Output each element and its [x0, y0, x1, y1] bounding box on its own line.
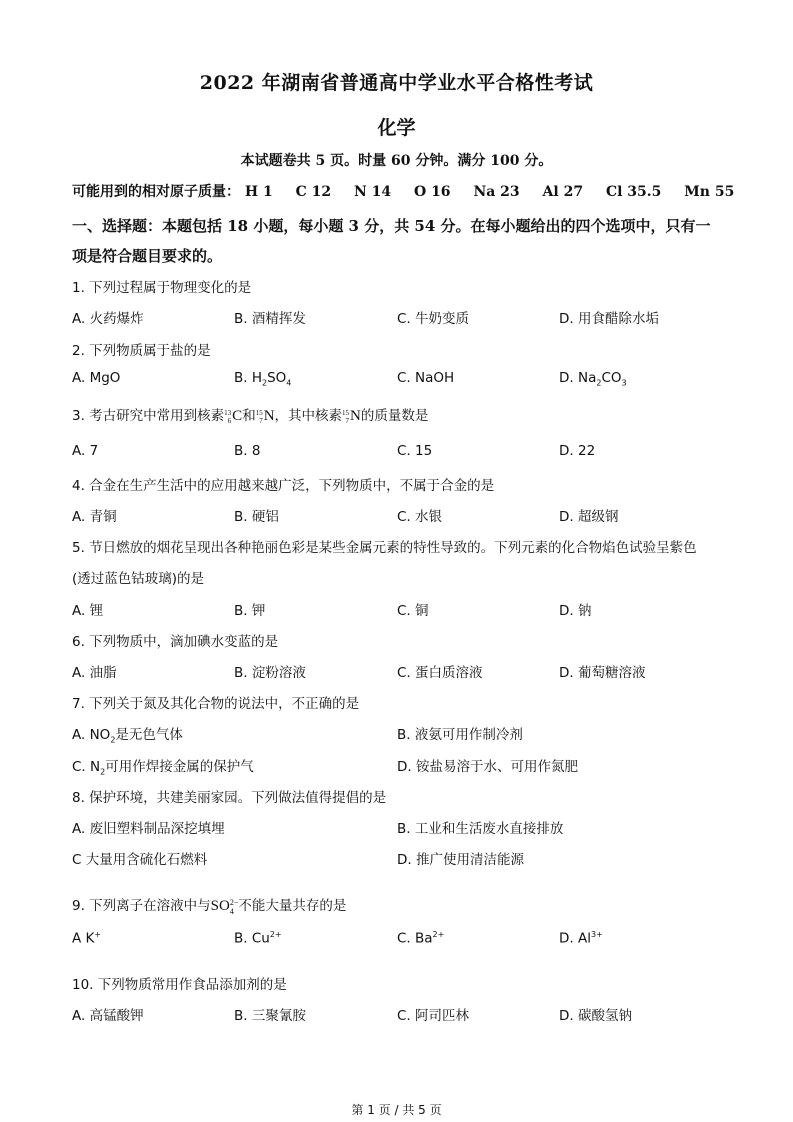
option-a: A. 油脂	[72, 665, 117, 681]
nuclide-c13: 13 6 C	[224, 408, 243, 425]
option-d: D. 超级钢	[559, 509, 619, 525]
mass-item: O 16	[414, 184, 451, 200]
question-stem: 9. 下列离子在溶液中与SO 2− 4 不能大量共存的是	[72, 897, 347, 916]
mass-item: C 12	[295, 184, 332, 200]
mass-item: Cl 35.5	[605, 184, 662, 200]
question-stem: 3. 考古研究中常用到核素 13 6 C和 15 7 N，其中核素 15 7 N的质量数是	[72, 408, 429, 425]
option-d: D. 碳酸氢钠	[559, 1008, 632, 1024]
option-b: B. 液氨可用作制冷剂	[397, 727, 523, 743]
mass-item: Mn 55	[684, 184, 735, 200]
atomic-masses	[72, 181, 752, 201]
option-c: C 大量用含硫化石燃料	[72, 852, 208, 868]
option-a: A K+	[72, 930, 102, 947]
atomic-masses-label: 可能用到的相对原子质量：	[72, 184, 240, 200]
exam-note: 本试题卷共 5 页。时量 60 分钟。满分 100 分。	[240, 153, 553, 169]
page-footer: 第 1 页 / 共 5 页	[351, 1103, 442, 1117]
question-stem: 8. 保护环境，共建美丽家园。下列做法值得提倡的是	[72, 790, 387, 806]
option-a: A. 高锰酸钾	[72, 1008, 144, 1024]
question-stem: 1. 下列过程属于物理变化的是	[72, 280, 252, 296]
option-d: D. 钠	[559, 603, 592, 619]
option-a: A. $NO_2$是无色气体	[72, 727, 183, 745]
option-a: A. 废旧塑料制品深挖填埋	[72, 821, 225, 837]
option-b: B. $Cu^{2+}$	[234, 930, 282, 947]
section-heading: 一、选择题：本题包括 18 小题，每小题 3 分，共 54 分。在每小题给出的四个选项中，只有一项是符合题目要求的。	[72, 217, 711, 265]
option-b: B. 工业和生活废水直接排放	[397, 821, 564, 837]
question-stem: 4. 合金在生产生活中的应用越来越广泛，下列物质中，不属于合金的是	[72, 478, 495, 494]
option-c: C. 牛奶变质	[397, 311, 470, 327]
option-c: C. $Ba^{2+}$	[397, 930, 445, 947]
mass-item: Na 23	[473, 184, 520, 200]
option-c: C. 铜	[397, 603, 429, 619]
option-b: B. 硬铝	[234, 509, 279, 525]
option-c: C. 阿司匹林	[397, 1008, 470, 1024]
question-stem: 6. 下列物质中，滴加碘水变蓝的是	[72, 634, 279, 650]
option-d: D. $Al^{3+}$	[559, 930, 603, 947]
option-a: A. 青铜	[72, 509, 117, 525]
option-b: B. 酒精挥发	[234, 311, 306, 327]
option-c: C. NaOH	[397, 370, 455, 386]
option-c: C. 水银	[397, 509, 443, 525]
option-a: A. 7	[72, 443, 99, 459]
option-c: C. 15	[397, 443, 433, 459]
nuclide-n15: 15 7 N	[255, 408, 275, 425]
option-d: D. 22	[559, 443, 596, 459]
subject-title: 化学	[377, 117, 416, 139]
option-d: D. 推广使用清洁能源	[397, 852, 524, 868]
mass-item: N 14	[353, 184, 392, 200]
option-b: B. 淀粉溶液	[234, 665, 306, 681]
option-b: B. 三聚氰胺	[234, 1008, 306, 1024]
option-b: B. 钾	[234, 603, 266, 619]
option-a: A. MgO	[72, 370, 121, 386]
question-stem: 7. 下列关于氮及其化合物的说法中，不正确的是	[72, 696, 360, 712]
exam-title: 2022 年湖南省普通高中学业水平合格性考试	[199, 72, 594, 94]
question-stem: 2. 下列物质属于盐的是	[72, 343, 211, 359]
sulfate-ion: SO 2− 4	[210, 897, 239, 916]
question-stem-continued: (透过蓝色钴玻璃)的是	[72, 571, 205, 587]
option-d: D. 铵盐易溶于水、可用作氮肥	[397, 759, 578, 775]
option-a: A. 火药爆炸	[72, 311, 144, 327]
option-b: B. 8	[234, 443, 261, 459]
option-c: C. 蛋白质溶液	[397, 665, 483, 681]
option-d: D. 用食醋除水垢	[559, 311, 659, 327]
nuclide-n15: 15 7 N	[342, 408, 361, 425]
mass-item: H 1	[244, 184, 273, 200]
question-stem: 10. 下列物质常用作食品添加剂的是	[72, 977, 287, 993]
mass-item: Al 27	[542, 184, 584, 200]
option-b: B. $H_2SO_4$	[234, 370, 292, 388]
option-d: D. $Na_2CO_3$	[559, 370, 627, 388]
option-a: A. 锂	[72, 603, 104, 619]
question-stem: 5. 节日燃放的烟花呈现出各种艳丽色彩是某些金属元素的特性导致的。下列元素的化合物焰色试验呈紫色	[72, 540, 697, 556]
option-c: C. $N_2$可用作焊接金属的保护气	[72, 759, 254, 777]
option-d: D. 葡萄糖溶液	[559, 665, 646, 681]
